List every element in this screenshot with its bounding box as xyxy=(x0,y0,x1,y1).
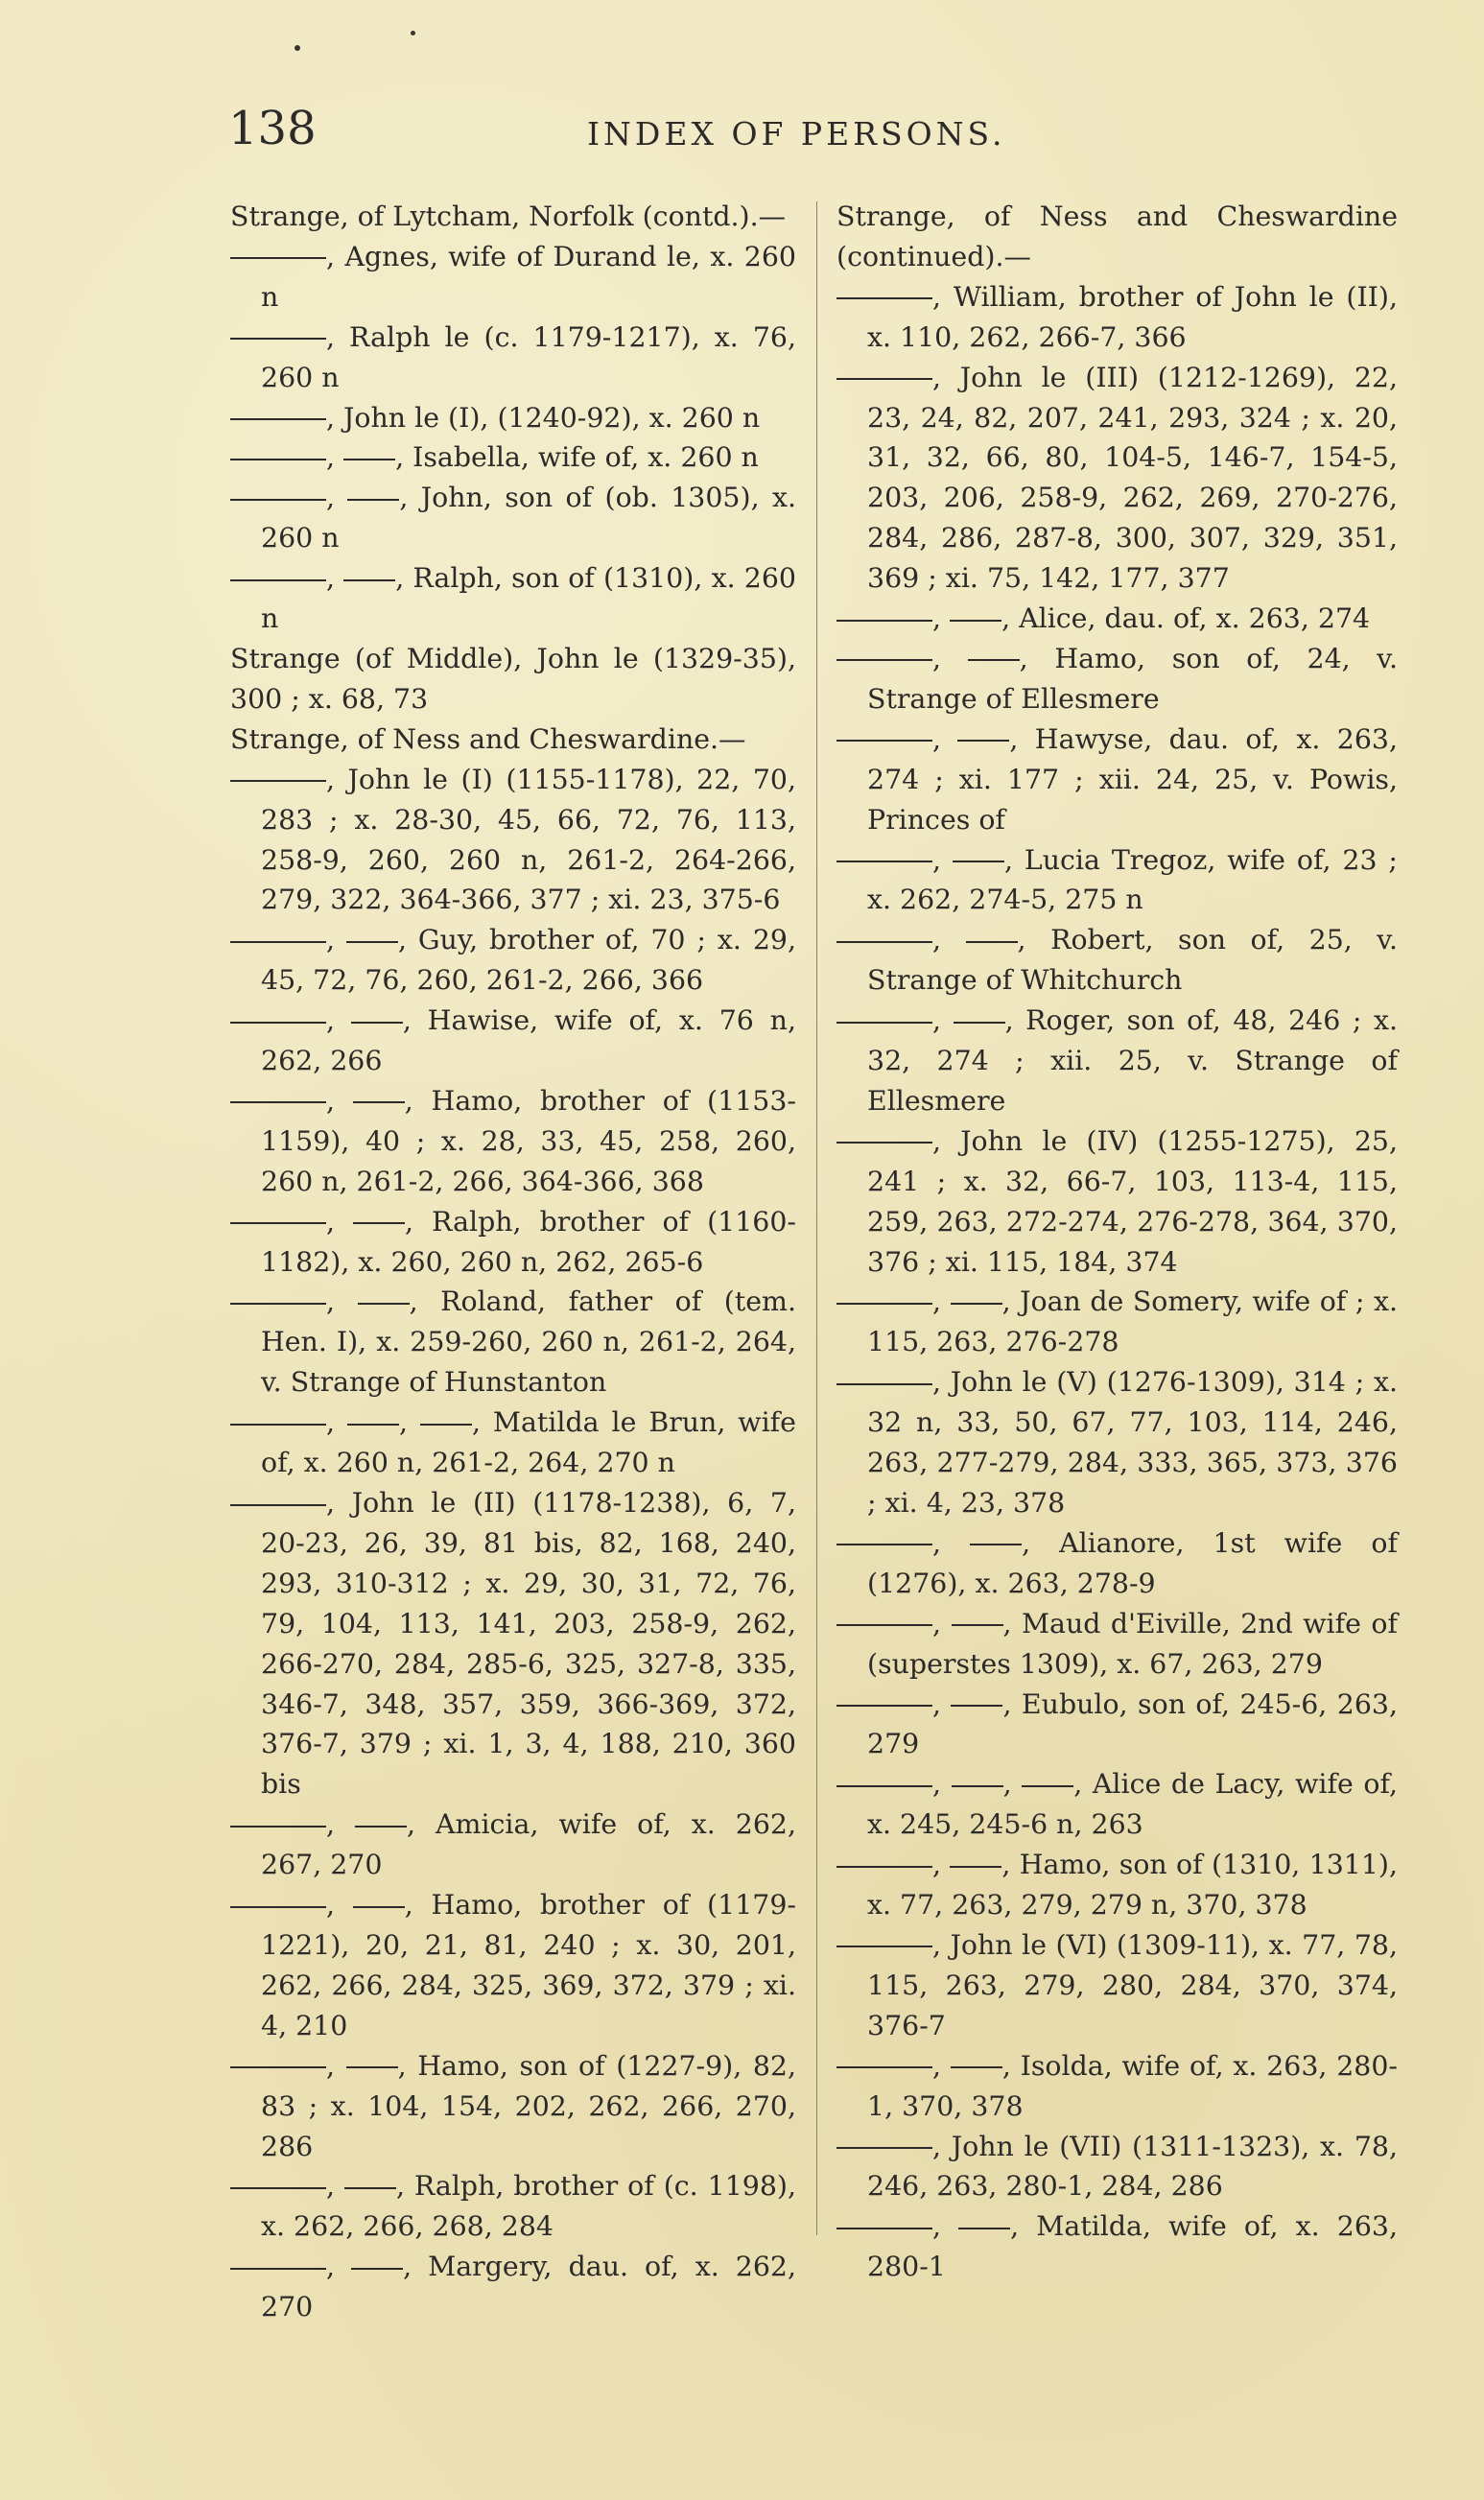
entry-text: , John le (VI) (1309-11), x. 77, 78, 115, 263, 279, 280, 284, 370, 374, 376-7 xyxy=(867,1928,1398,2041)
ditto-dash xyxy=(836,1866,932,1868)
entry-text: , John le (VII) (1311-1323), x. 78, 246, 263, 280-1, 284, 286 xyxy=(867,2130,1398,2203)
index-entry xyxy=(836,277,1398,358)
ditto-dash xyxy=(343,579,395,581)
index-entry xyxy=(230,478,796,558)
dash-separator: , xyxy=(326,482,348,514)
ditto-dash xyxy=(420,1424,472,1426)
ditto-dash xyxy=(230,2268,326,2270)
entry-text: , Roger, son of, 48, 246 ; x. 32, 274 ; xii. 25, v. Strange of Ellesmere xyxy=(867,1004,1398,1117)
ditto-dash xyxy=(230,257,326,259)
entry-text: , Robert, son of, 25, v. Strange of Whitchurch xyxy=(867,924,1398,997)
index-entry xyxy=(836,1685,1398,1765)
entry-text: Strange, of Ness and Cheswardine (continued).— xyxy=(836,200,1398,272)
dash-separator: , xyxy=(326,1285,358,1318)
ditto-dash xyxy=(950,1866,1001,1868)
dash-separator: , xyxy=(326,2170,344,2203)
entry-text: Strange (of Middle), John le (1329-35), 300 ; x. 68, 73 xyxy=(230,642,796,715)
index-entry xyxy=(230,2046,796,2167)
dash-separator: , xyxy=(398,1406,420,1439)
index-entry xyxy=(836,1764,1398,1845)
entry-text: , Hamo, brother of (1153-1159), 40 ; x. 28, 33, 45, 258, 260, 260 n, 261-2, 266, 364-366, 368 xyxy=(261,1084,796,1197)
dash-separator: , xyxy=(1002,1768,1023,1801)
ditto-dash xyxy=(836,2147,932,2149)
index-entry xyxy=(836,639,1398,719)
entry-text: , Agnes, wife of Durand le, x. 260 n xyxy=(261,240,796,313)
ditto-dash xyxy=(951,1303,1002,1305)
index-entry xyxy=(230,237,796,318)
index-entry xyxy=(230,318,796,398)
ditto-dash xyxy=(970,1544,1022,1545)
entry-text: , John le (I) (1155-1178), 22, 70, 283 ; x. 28-30, 45, 66, 72, 76, 113, 258-9, 260, 260 n, 261-2, 264-266, 279, 322, 364-366, 377 ; xi. 23, 375-6 xyxy=(261,763,796,916)
dash-separator: , xyxy=(326,2049,346,2082)
entry-text: , John le (V) (1276-1309), 314 ; x. 32 n, 33, 50, 67, 77, 103, 114, 246, 263, 277-279, 284, 333, 365, 373, 376 ; xi. 4, 23, 378 xyxy=(867,1366,1398,1519)
ditto-dash xyxy=(836,1022,932,1024)
ditto-dash xyxy=(358,1303,410,1305)
index-heading xyxy=(230,639,796,719)
page-number: 138 xyxy=(228,102,317,155)
dash-separator: , xyxy=(932,1607,952,1639)
index-entry xyxy=(230,398,796,438)
ditto-dash xyxy=(836,861,932,862)
ditto-dash xyxy=(966,941,1018,943)
entry-text: , Hamo, son of, 24, v. Strange of Ellesmere xyxy=(867,642,1398,715)
entry-text: , Hamo, son of (1310, 1311), x. 77, 263, 279, 279 n, 370, 378 xyxy=(867,1849,1398,1922)
ditto-dash xyxy=(836,1303,932,1305)
ditto-dash xyxy=(230,499,326,501)
ditto-dash xyxy=(230,2187,326,2189)
ink-speck xyxy=(294,45,300,51)
ditto-dash xyxy=(836,378,932,380)
index-entry xyxy=(836,599,1398,639)
ditto-dash xyxy=(836,620,932,622)
index-entry xyxy=(836,358,1398,599)
index-entry xyxy=(230,1483,796,1804)
ditto-dash xyxy=(836,2228,932,2229)
ditto-dash xyxy=(230,1022,326,1024)
ditto-dash xyxy=(230,459,326,460)
entry-text: , Hawyse, dau. of, x. 263, 274 ; xi. 177 ; xii. 24, 25, v. Powis, Princes of xyxy=(867,722,1398,836)
ditto-dash xyxy=(230,1504,326,1506)
dash-separator: , xyxy=(932,2049,951,2082)
running-head: INDEX OF PERSONS. xyxy=(587,115,1006,153)
index-entry xyxy=(836,719,1398,840)
entry-text: , Guy, brother of, 70 ; x. 29, 45, 72, 76, 260, 261-2, 266, 366 xyxy=(261,924,796,997)
dash-separator: , xyxy=(932,1285,951,1318)
ditto-dash xyxy=(230,418,326,420)
index-entry xyxy=(230,920,796,1001)
index-heading xyxy=(230,719,796,760)
ditto-dash xyxy=(836,2066,932,2068)
index-entry xyxy=(230,1081,796,1202)
ditto-dash xyxy=(344,2187,396,2189)
index-entry xyxy=(230,760,796,921)
dash-separator: , xyxy=(326,924,346,956)
entry-text: , Roland, father of (tem. Hen. I), x. 259-260, 260 n, 261-2, 264, v. Strange of Hunstanton xyxy=(261,1285,796,1399)
dash-separator: , xyxy=(932,1004,954,1037)
column-rule xyxy=(816,201,817,2235)
ditto-dash xyxy=(230,1906,326,1908)
entry-text: , Eubulo, son of, 245-6, 263, 279 xyxy=(867,1687,1398,1760)
ditto-dash xyxy=(836,1383,932,1385)
entry-text: , John le (II) (1178-1238), 6, 7, 20-23, 26, 39, 81 bis, 82, 168, 240, 293, 310-312 ; x. 29, 30, 31, 72, 76, 79, 104, 113, 141, 203, 258-9, 262, 266-270, 284, 285-6, 325, 327-8, 335, 346-7, 348, 357, 359, 366-369, 372, 376-7, 379 ; xi. 1, 3, 4, 188, 210, 360 bis xyxy=(261,1487,796,1801)
dash-separator: , xyxy=(326,562,344,595)
ditto-dash xyxy=(952,1785,1003,1787)
ditto-dash xyxy=(353,1906,405,1908)
index-entry xyxy=(836,920,1398,1001)
ditto-dash xyxy=(950,620,1001,622)
ditto-dash xyxy=(836,941,932,943)
ditto-dash xyxy=(836,1544,932,1545)
ink-speck xyxy=(411,31,415,35)
dash-separator: , xyxy=(932,1687,952,1720)
dash-separator: , xyxy=(932,843,953,876)
ditto-dash xyxy=(230,1222,326,1224)
ditto-dash xyxy=(351,2268,403,2270)
index-entry xyxy=(230,2166,796,2247)
index-entry xyxy=(230,437,796,478)
index-entry xyxy=(836,2206,1398,2287)
index-entry xyxy=(836,2046,1398,2127)
index-entry xyxy=(230,1403,796,1483)
dash-separator: , xyxy=(326,1808,356,1841)
index-entry xyxy=(230,558,796,639)
ditto-dash xyxy=(230,1826,326,1828)
index-column-left xyxy=(230,197,796,2327)
entry-text: , Alice, dau. of, x. 263, 274 xyxy=(1001,602,1371,635)
ditto-dash xyxy=(351,1022,403,1024)
entry-text: , William, brother of John le (II), x. 110, 262, 266-7, 366 xyxy=(867,280,1398,353)
ditto-dash xyxy=(347,499,399,501)
entry-text: Strange, of Lytcham, Norfolk (contd.).— xyxy=(230,200,787,232)
ditto-dash xyxy=(230,1101,326,1103)
ditto-dash xyxy=(230,579,326,581)
entry-text: , Hamo, brother of (1179-1221), 20, 21, 81, 240 ; x. 30, 201, 262, 266, 284, 325, 369, 372, 379 ; xi. 4, 210 xyxy=(261,1889,796,2041)
ditto-dash xyxy=(346,2066,398,2068)
ditto-dash xyxy=(836,1785,932,1787)
entry-text: , Isabella, wife of, x. 260 n xyxy=(395,441,759,474)
ditto-dash xyxy=(836,659,932,661)
index-entry xyxy=(836,1362,1398,1523)
index-entry xyxy=(230,1885,796,2046)
entry-text: , Hamo, son of (1227-9), 82, 83 ; x. 104, 154, 202, 262, 266, 270, 286 xyxy=(261,2049,796,2162)
entry-text: , John le (I), (1240-92), x. 260 n xyxy=(326,401,761,434)
dash-separator: , xyxy=(932,2210,959,2243)
ditto-dash xyxy=(958,2228,1010,2229)
ditto-dash xyxy=(951,1705,1002,1707)
entry-text: , Matilda, wife of, x. 263, 280-1 xyxy=(867,2210,1398,2283)
entry-text: , John, son of (ob. 1305), x. 260 n xyxy=(261,482,796,554)
index-entry xyxy=(836,840,1398,921)
ditto-dash xyxy=(836,740,932,742)
ditto-dash xyxy=(230,1303,326,1305)
entry-text: , Isolda, wife of, x. 263, 280-1, 370, 378 xyxy=(867,2049,1398,2122)
page-header xyxy=(0,96,1484,163)
index-entry xyxy=(230,2247,796,2327)
ditto-dash xyxy=(968,659,1020,661)
index-entry xyxy=(230,1202,796,1283)
ditto-dash xyxy=(346,941,398,943)
dash-separator: , xyxy=(326,1084,353,1117)
ditto-dash xyxy=(230,2066,326,2068)
ditto-dash xyxy=(836,1624,932,1626)
ditto-dash xyxy=(230,1424,326,1426)
dash-separator: , xyxy=(932,1768,952,1801)
entry-text: , Ralph, son of (1310), x. 260 n xyxy=(261,562,796,635)
dash-separator: , xyxy=(326,2251,352,2283)
entry-text: , John le (IV) (1255-1275), 25, 241 ; x. 32, 66-7, 103, 113-4, 115, 259, 263, 272-274, 276-278, 364, 370, 376 ; xi. 115, 184, 374 xyxy=(867,1124,1398,1278)
ditto-dash xyxy=(343,459,395,460)
entry-text: , Ralph, brother of (c. 1198), x. 262, 266, 268, 284 xyxy=(261,2170,796,2243)
dash-separator: , xyxy=(932,642,968,674)
ditto-dash xyxy=(353,1222,405,1224)
dash-separator: , xyxy=(932,722,958,755)
ditto-dash xyxy=(836,1946,932,1947)
ditto-dash xyxy=(836,297,932,299)
index-entry xyxy=(230,1282,796,1403)
dash-separator: , xyxy=(932,1526,971,1559)
dash-separator: , xyxy=(326,1004,351,1037)
entry-text: , John le (III) (1212-1269), 22, 23, 24, 82, 207, 241, 293, 324 ; x. 20, 31, 32, 66, 80, 104-5, 146-7, 154-5, 203, 206, 258-9, 262, 269, 270-276, 284, 286, 287-8, 300, 307, 329, 351, 369 ; xi. 75, 142, 177, 377 xyxy=(867,361,1398,595)
entry-text: , Alianore, 1st wife of (1276), x. 263, 278-9 xyxy=(867,1526,1398,1599)
ditto-dash xyxy=(836,1705,932,1707)
ditto-dash xyxy=(1022,1785,1073,1787)
index-entry xyxy=(836,1925,1398,2046)
entry-text: , Amicia, wife of, x. 262, 267, 270 xyxy=(261,1808,796,1881)
ditto-dash xyxy=(230,780,326,782)
entry-text: , Alice de Lacy, wife of, x. 245, 245-6 n, 263 xyxy=(867,1768,1398,1841)
index-entry xyxy=(230,1804,796,1885)
ditto-dash xyxy=(951,2066,1002,2068)
ditto-dash xyxy=(836,1142,932,1144)
entry-text: Strange, of Ness and Cheswardine.— xyxy=(230,722,746,755)
index-entry xyxy=(836,1604,1398,1685)
index-column-right xyxy=(836,197,1398,2287)
entry-text: , Lucia Tregoz, wife of, 23 ; x. 262, 274-5, 275 n xyxy=(867,843,1398,916)
ditto-dash xyxy=(355,1826,407,1828)
ditto-dash xyxy=(952,1624,1003,1626)
index-heading xyxy=(230,197,796,237)
ditto-dash xyxy=(347,1424,399,1426)
entry-text: , Ralph, brother of (1160-1182), x. 260, 260 n, 262, 265-6 xyxy=(261,1205,796,1278)
entry-text: , Matilda le Brun, wife of, x. 260 n, 261-2, 264, 270 n xyxy=(261,1406,796,1479)
index-entry xyxy=(836,1845,1398,1925)
ditto-dash xyxy=(230,941,326,943)
entry-text: , Ralph le (c. 1179-1217), x. 76, 260 n xyxy=(261,320,796,393)
index-entry xyxy=(836,2127,1398,2207)
dash-separator: , xyxy=(326,1205,354,1238)
ditto-dash xyxy=(954,1022,1005,1024)
ditto-dash xyxy=(353,1101,405,1103)
entry-text: , Joan de Somery, wife of ; x. 115, 263, 276-278 xyxy=(867,1285,1398,1358)
entry-text: , Maud d'Eiville, 2nd wife of (superstes 1309), x. 67, 263, 279 xyxy=(867,1607,1398,1680)
index-entry xyxy=(836,1121,1398,1283)
ditto-dash xyxy=(230,338,326,340)
entry-text: , Margery, dau. of, x. 262, 270 xyxy=(261,2251,796,2323)
index-entry xyxy=(836,1001,1398,1121)
dash-separator: , xyxy=(326,1406,347,1439)
index-heading xyxy=(836,197,1398,277)
dash-separator: , xyxy=(326,1889,353,1922)
ditto-dash xyxy=(953,861,1004,862)
dash-separator: , xyxy=(932,602,951,635)
index-entry xyxy=(230,1001,796,1081)
dash-separator: , xyxy=(932,1849,951,1881)
dash-separator: , xyxy=(932,924,966,956)
dash-separator: , xyxy=(326,441,344,474)
ditto-dash xyxy=(957,740,1009,742)
index-entry xyxy=(836,1282,1398,1362)
entry-text: , Hawise, wife of, x. 76 n, 262, 266 xyxy=(261,1004,796,1077)
index-entry xyxy=(836,1523,1398,1604)
